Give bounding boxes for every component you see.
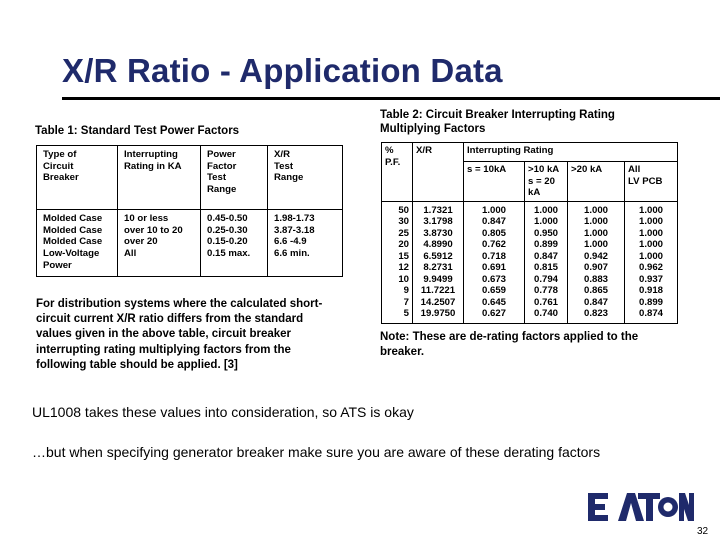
table2-subheader-cell: >20 kA [568, 162, 625, 202]
table2-factor-column: 1.000 0.847 0.805 0.762 0.718 0.691 0.673 0.659 0.645 0.627 [464, 201, 525, 323]
table2-factor-column: 1.000 1.000 1.000 1.000 1.000 0.962 0.937 0.918 0.899 0.874 [625, 201, 678, 323]
body-text-line2: …but when specifying generator breaker make sure you are aware of these derating factors [32, 444, 601, 460]
page-number: 32 [697, 526, 709, 537]
title-rule [62, 97, 720, 100]
table1-header-cell: Type of Circuit Breaker [37, 146, 118, 210]
table2-data-row [382, 201, 678, 323]
table2-header-row [382, 143, 678, 162]
table1 [36, 145, 343, 277]
table1-cell: 0.45-0.50 0.25-0.30 0.15-0.20 0.15 max. [201, 210, 268, 277]
table2-header-xr: X/R [413, 143, 464, 202]
eaton-logo [588, 491, 694, 523]
table2-caption: Table 2: Circuit Breaker Interrupting Rating Multiplying Factors [380, 109, 615, 135]
table2-subheader-cell: All LV PCB [625, 162, 678, 202]
table1-cell: Molded Case Molded Case Molded Case Low-Voltage Power [37, 210, 118, 277]
table1-body-row [37, 210, 343, 277]
table1-cell: 10 or less over 10 to 20 over 20 All [118, 210, 201, 277]
table2-pf-column: 50 30 25 20 15 12 10 9 7 5 [382, 201, 413, 323]
table2-header-pf: % P.F. [382, 143, 413, 202]
table2-subheader-cell: >10 kA s = 20 kA [525, 162, 568, 202]
table1-header-cell: Power Factor Test Range [201, 146, 268, 210]
table2-factor-column: 1.000 1.000 0.950 0.899 0.847 0.815 0.794 0.778 0.761 0.740 [525, 201, 568, 323]
slide-title: X/R Ratio - Application Data [62, 52, 503, 89]
table1-caption: Table 1: Standard Test Power Factors [35, 125, 240, 137]
table1-cell: 1.98-1.73 3.87-3.18 6.6 -4.9 6.6 min. [268, 210, 343, 277]
table2 [381, 142, 678, 324]
table1-header-cell: Interrupting Rating in KA [118, 146, 201, 210]
table1-note: For distribution systems where the calculated short-circuit current X/R ratio differs from the standard values given in the above table, circuit breaker interrupting rating multiplying factors from the following table should be applied. [3] [36, 298, 323, 371]
table1-header-row [37, 146, 343, 210]
table2-header-rating: Interrupting Rating [464, 143, 678, 162]
table2-xr-column: 1.7321 3.1798 3.8730 4.8990 6.5912 8.2731 9.9499 11.7221 14.2507 19.9750 [413, 201, 464, 323]
table2-subheader-cell: s = 10kA [464, 162, 525, 202]
table1-header-cell: X/R Test Range [268, 146, 343, 210]
table2-factor-column: 1.000 1.000 1.000 1.000 0.942 0.907 0.883 0.865 0.847 0.823 [568, 201, 625, 323]
body-text-line1: UL1008 takes these values into consideration, so ATS is okay [32, 404, 414, 420]
table2-note: Note: These are de-rating factors applied to the breaker. [380, 331, 639, 358]
